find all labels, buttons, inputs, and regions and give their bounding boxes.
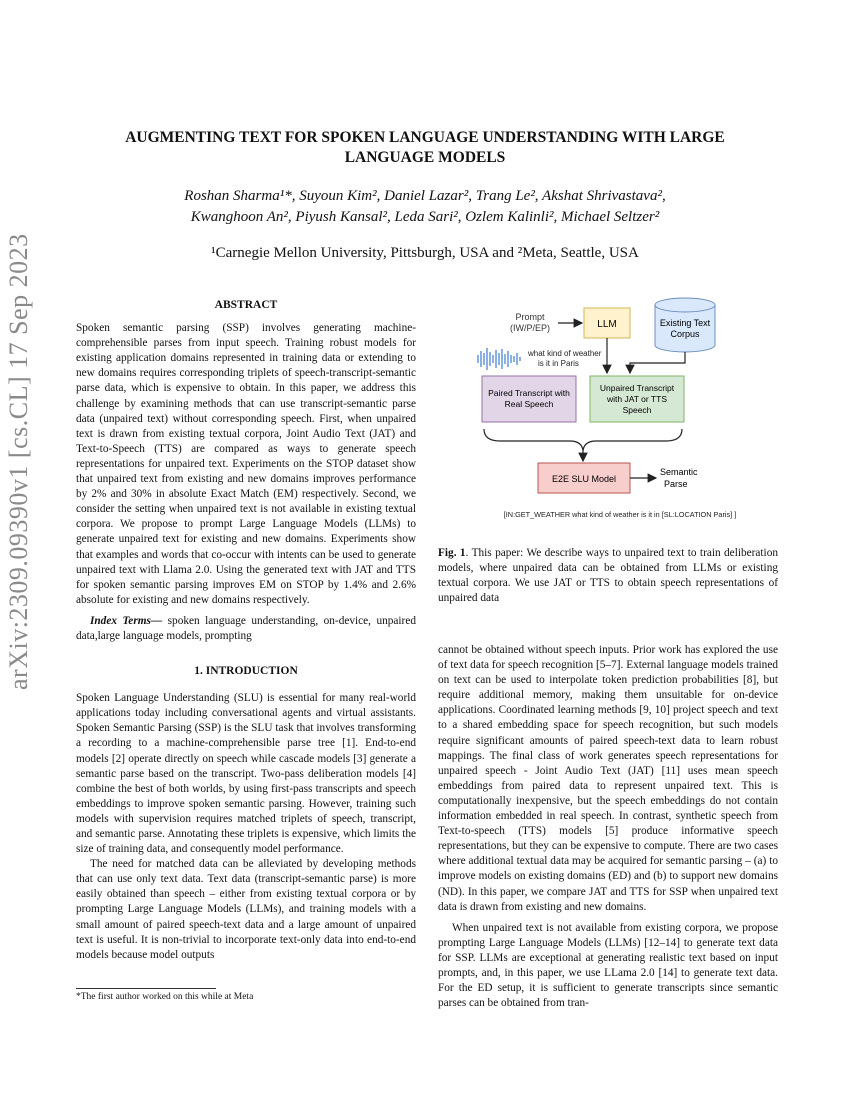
waveform-text-line-2: is it in Paris (538, 359, 579, 368)
right-paragraph-1: cannot be obtained without speech inputs. Prior work has explored the use of text data for speech recognition [5–7]. External language models trained on text can be used to interpolate token prediction probabilities [8], but require additional memory, making them unsuitable for on-device applications. Coordinated learning methods [9, 10] project speech and text to a shared embedding space for speech recognition, but such models require significant amounts of paired speech-text data to learn robust mappings. The final class of work generates speech representations for unpaired speech - Joint Audio Text (JAT) [11] uses mean speech embeddings from paired data to represent unpaired text. This is computationally inexpensive, but the speech embeddings do not contain information embedded in real speech. In contrast, synthetic speech from Text-to-speech (TTS) models [5] produce informative speech representations, but they can be expensive to compute. There are two cases where additional textual data may be acquired for semantic parsing – (a) to improve models on existing domains (ED) and (b) to support new domains (ND). In this paper, we compare JAT and TTS for SSP when unpaired text data is drawn from existing and new domains. (438, 644, 778, 913)
index-terms-text: spoken language understanding, on-device, unpaired data,large language models, prompting (76, 614, 416, 642)
waveform-text-line-1: what kind of weather (528, 349, 602, 358)
paired-label-line-2: Real Speech (504, 399, 554, 409)
unpaired-label-line-1: Unpaired Transcript (599, 383, 675, 393)
llm-label: LLM (597, 319, 617, 330)
authors-line-2: Kwanghoon An², Piyush Kansal², Leda Sari², Ozlem Kalinli², Michael Seltzer² (190, 209, 660, 225)
title-line-1: AUGMENTING TEXT FOR SPOKEN LANGUAGE UNDERSTANDING WITH LARGE (125, 129, 725, 146)
index-terms (76, 614, 416, 644)
author-list (80, 186, 770, 228)
right-column (438, 643, 778, 1011)
left-column (76, 298, 416, 963)
figure-1-diagram (470, 293, 770, 523)
corpus-label-line-2: Corpus (670, 329, 700, 339)
paper-title (80, 128, 770, 168)
semantic-label-line-1: Semantic (660, 467, 698, 477)
abstract-text: Spoken semantic parsing (SSP) involves generating machine-comprehensible parses from input speech. Training robust models for existing application domains represented in training data or extending to new domains requires corresponding triplets of speech-transcript-semantic parse data, which is expensive to obtain. In this paper, we address this challenge by examining methods that can use transcript-semantic parse data (unpaired text) without corresponding speech. First, when unpaired text is drawn from existing textual corpora, Joint Audio Text (JAT) and Text-to-Speech (TTS) are compared as ways to generate speech representations for unpaired text. Experiments on the STOP dataset show that unpaired text from existing and new domains improves performance by 2% and 30% in absolute Exact Match (EM) respectively. Second, we consider the setting when unpaired text is not available in existing textual corpora. We propose to prompt Large Language Models (LLMs) to generate unpaired text for existing and new domains. Experiments show that examples and words that co-occur with intents can be used to generate unpaired text with Llama 2.0. Using the generated text with JAT and TTS for spoken semantic parsing improves EM on STOP by 1.4% and 2.6% absolute for existing and new domains respectively. (76, 322, 416, 606)
abstract-heading: ABSTRACT (214, 299, 278, 311)
semantic-label-line-2: Parse (664, 479, 688, 489)
arxiv-sidebar-stamp: arXiv:2309.09390v1 [cs.CL] 17 Sep 2023 (4, 233, 33, 690)
model-label: E2E SLU Model (551, 474, 617, 484)
speech-waveform-icon (478, 348, 520, 370)
caption-label: Fig. 1 (438, 547, 466, 559)
combine-brace (484, 429, 682, 451)
example-parse: [IN:GET_WEATHER what kind of weather is it in [SL:LOCATION Paris] ] (503, 510, 737, 519)
footnote: *The first author worked on this while at Meta (76, 992, 254, 1002)
intro-paragraph-2: The need for matched data can be alleviated by developing methods that can use only text data. Text data (transcript-semantic parse) is more easily obtained than speech – either from existing textual corpora or by prompting Large Language Models (LLMs), and training models with a small amount of paired speech-text data and a large amount of unpaired text is useful. It is non-trivial to incorporate text-only data into end-to-end models because model outputs (76, 858, 416, 961)
caption-text: . This paper: We describe ways to unpaired text to train deliberation models, where unpaired data can be obtained from LLMs or existing textual corpora. We use JAT or TTS to obtain speech representations of unpaired data (438, 547, 778, 605)
unpaired-label-line-3: Speech (622, 405, 652, 415)
corpus-label-line-1: Existing Text (659, 318, 711, 328)
paired-label-line-1: Paired Transcript with (488, 388, 570, 398)
authors-line-1: Roshan Sharma¹*, Suyoun Kim², Daniel Lazar², Trang Le², Akshat Shrivastava², (184, 188, 666, 204)
introduction-heading: 1. INTRODUCTION (194, 665, 298, 678)
affiliations: ¹Carnegie Mellon University, Pittsburgh, USA and ²Meta, Seattle, USA (211, 245, 639, 261)
title-line-2: LANGUAGE MODELS (344, 149, 506, 166)
figure-caption (438, 546, 778, 606)
intro-paragraph-1: Spoken Language Understanding (SLU) is essential for many real-world applications today including conversational agents and virtual assistants. Spoken Semantic Parsing (SSP) is the SLU task that involves transforming a recording to a machine-comprehensible parse tree [1]. End-to-end models [2] operate directly on speech while cascade models [3] generate a semantic parse based on the transcript. Two-pass deliberation models [4] combine the best of both worlds, by using first-pass transcripts and speech embeddings to improve spoken semantic parsing. However, training such models with supervision requires matched triplets of speech, transcript, and semantic parse. Annotating these triplets is expensive, which limits the size of training data, and consequently model performance. (76, 692, 416, 856)
right-paragraph-2: When unpaired text is not available from existing corpora, we propose prompting Large Language Models (LLMs) [12–14] to generate text data for SSP. LLMs are exceptional at generating realistic text based on input prompts, and, in this paper, we use LLama 2.0 [14] to generate text data. For the ED setup, it is sufficient to generate transcripts since semantic parses can be obtained from tran- (438, 921, 778, 1010)
prompt-sub-label: (IW/P/EP) (510, 323, 550, 333)
corpus-to-unpaired-arrow (630, 352, 685, 373)
footnote-rule (76, 988, 216, 989)
prompt-label: Prompt (515, 312, 545, 322)
index-terms-label: Index Terms— (90, 614, 163, 627)
unpaired-label-line-2: with JAT or TTS (607, 394, 667, 404)
